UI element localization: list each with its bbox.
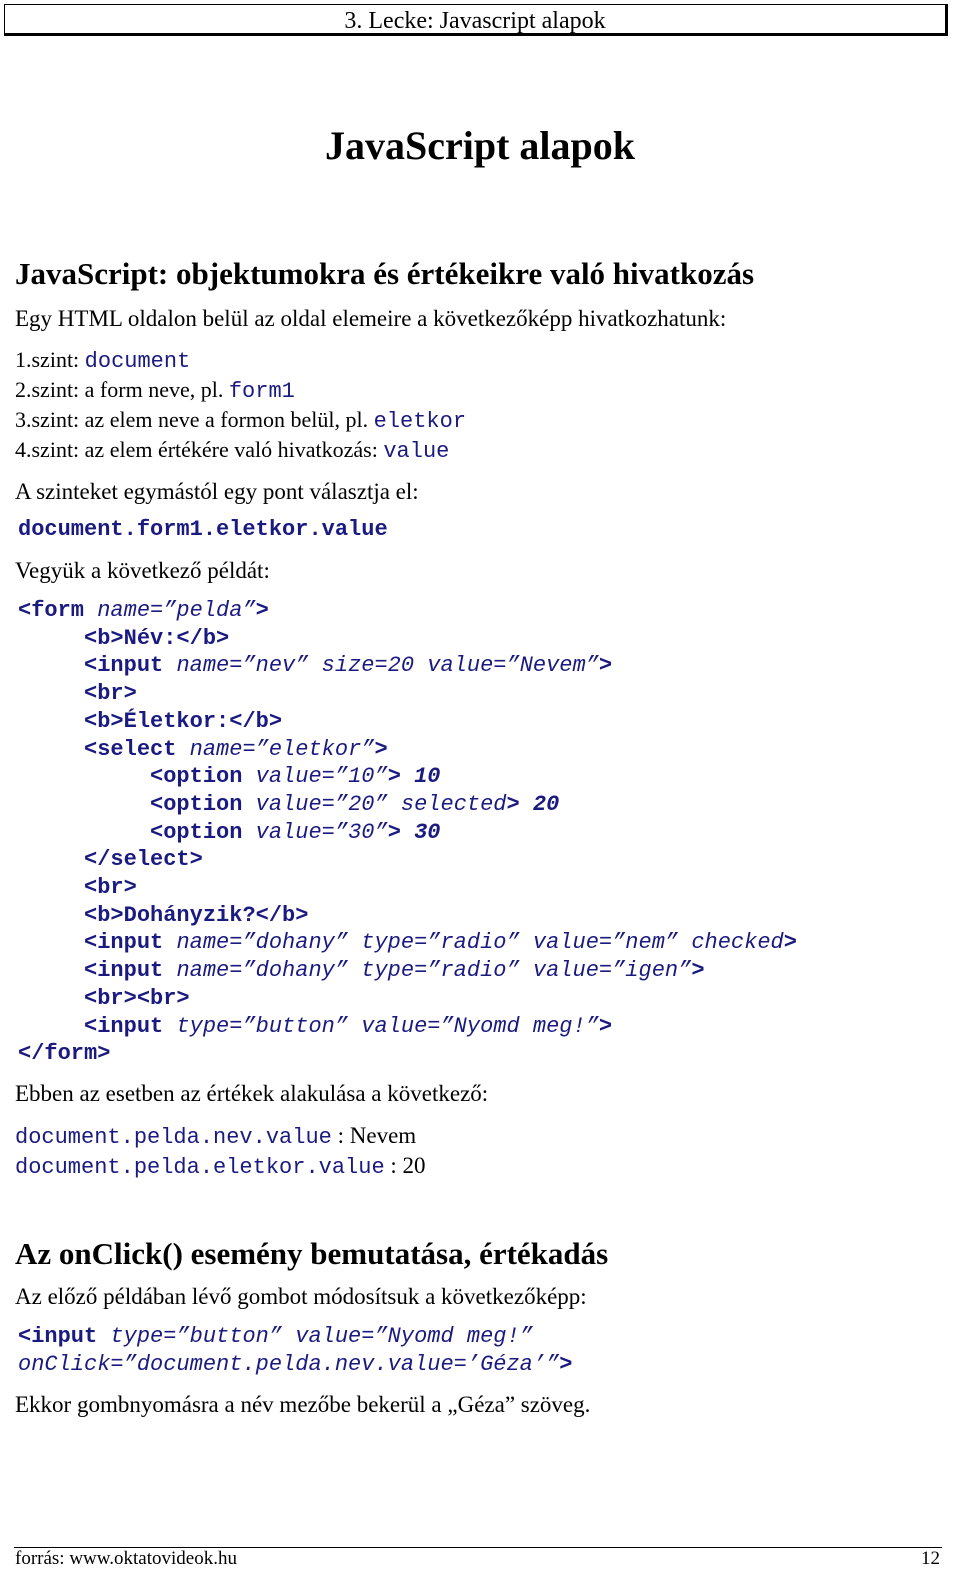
code-token [18, 709, 84, 734]
code-token: > [559, 1351, 573, 1377]
code-token [18, 626, 84, 651]
level-item [15, 437, 449, 464]
code-line [18, 763, 797, 791]
code-line [18, 846, 797, 874]
code-token: 30 [414, 819, 441, 845]
code-token [18, 764, 150, 789]
code-token [18, 986, 84, 1011]
code-token: <input [84, 1013, 177, 1039]
code-token: <input [84, 930, 177, 956]
code-token: <b>Életkor:</b> [84, 708, 283, 734]
level-item [15, 407, 466, 434]
code-token: > [255, 598, 269, 623]
result-code: document.pelda.nev.value [15, 1125, 332, 1150]
code-token: value=”10” [255, 764, 388, 790]
code-token [18, 820, 150, 845]
code-token: > [387, 819, 415, 845]
code-token: <input [18, 1324, 111, 1349]
section2-outro: Ekkor gombnyomásra a név mezőbe bekerül a „Géza” szöveg. [15, 1392, 591, 1417]
code-token [18, 847, 84, 872]
page-header [4, 4, 948, 36]
code-line [18, 819, 797, 847]
code-line [18, 597, 797, 625]
code-token: name=”dohany” type=”radio” value=”igen” [176, 958, 692, 984]
code-token: value=”30” [255, 819, 388, 845]
code-line [18, 625, 797, 653]
code-token: 10 [414, 764, 441, 790]
code-token: name=”eletkor” [189, 736, 375, 762]
result-value: : Nevem [331, 1123, 417, 1148]
code-token [18, 681, 84, 706]
code-token: > [374, 736, 388, 762]
header-title: 3. Lecke: Javascript alapok [344, 8, 606, 34]
code-token: <option [150, 791, 256, 817]
code-token: <select [84, 736, 190, 762]
code-token: <b>Név:</b> [84, 625, 230, 651]
result-value: : 20 [384, 1153, 426, 1178]
level-item [15, 347, 190, 374]
code-token: </form> [18, 1041, 111, 1067]
code-token [18, 930, 84, 955]
level-text: 2.szint: a form neve, pl. [15, 377, 229, 402]
section1-heading: JavaScript: objektumokra és értékeikre való hivatkozás [15, 256, 755, 291]
code-token: > [598, 653, 613, 679]
code-token: > [506, 791, 533, 817]
result-code: document.pelda.eletkor.value [15, 1155, 385, 1180]
section2-intro: Az előző példában lévő gombot módosítsuk a következőképp: [15, 1284, 587, 1309]
code-token: name=”nev” size=20 value=”Nevem” [176, 653, 599, 679]
code-line [18, 1351, 573, 1379]
section1-intro: Egy HTML oldalon belül az oldal elemeire a következőképp hivatkozhatunk: [15, 306, 727, 331]
code-line [18, 1323, 573, 1351]
code-token: <br><br> [84, 985, 190, 1011]
level-code: form1 [228, 379, 295, 404]
code-token: name=”pelda” [97, 598, 256, 623]
code-token [18, 958, 84, 983]
code-line [18, 985, 797, 1013]
footer-source: forrás: www.oktatovideok.hu [15, 1548, 237, 1569]
full-reference-code: document.form1.eletkor.value [18, 517, 388, 542]
level-item [15, 377, 295, 404]
code-line [18, 1040, 797, 1068]
code-line [18, 680, 797, 708]
code-token: </select> [84, 847, 203, 873]
code-token: > [598, 1013, 613, 1039]
code-token [18, 875, 84, 900]
level-code: eletkor [373, 409, 467, 434]
separator-text: A szinteket egymástól egy pont választja el: [15, 479, 419, 504]
code-line [18, 902, 797, 930]
example-code-block [18, 597, 797, 1068]
code-token: <br> [84, 875, 137, 901]
code-line [18, 708, 797, 736]
onclick-code-block [18, 1323, 573, 1378]
level-code: value [383, 439, 450, 464]
code-token: type=”button” value=”Nyomd meg!” [176, 1013, 599, 1039]
code-line [18, 652, 797, 680]
code-line [18, 929, 797, 957]
page-number: 12 [921, 1548, 940, 1569]
code-token [18, 737, 84, 762]
code-token [18, 653, 84, 678]
code-token: 20 [532, 791, 560, 817]
code-token: <br> [84, 681, 137, 707]
code-token: > [691, 958, 705, 984]
level-text: 1.szint: [15, 347, 85, 372]
code-token: onClick=”document.pelda.nev.value=’Géza’” [18, 1351, 560, 1377]
code-line [18, 874, 797, 902]
code-token: > [387, 764, 415, 790]
code-token: <input [84, 653, 177, 679]
example-intro: Vegyük a következő példát: [15, 558, 270, 583]
values-intro: Ebben az esetben az értékek alakulása a következő: [15, 1081, 489, 1106]
code-token: <form [18, 598, 98, 623]
code-token: value=”20” selected [255, 791, 507, 817]
code-token: > [783, 930, 797, 956]
level-text: 4.szint: az elem értékére való hivatkozás: [15, 437, 384, 462]
code-token: <input [84, 958, 177, 984]
level-text: 3.szint: az elem neve a formon belül, pl. [15, 407, 374, 432]
code-line [18, 957, 797, 985]
code-line [18, 791, 797, 819]
code-token [18, 792, 150, 817]
code-token: <b>Dohányzik?</b> [84, 902, 309, 928]
section2-heading: Az onClick() esemény bemutatása, értékadás [15, 1236, 609, 1271]
result-line [15, 1153, 426, 1180]
level-code: document [84, 349, 191, 374]
code-token [18, 903, 84, 928]
code-token: type=”button” value=”Nyomd meg!” [110, 1324, 533, 1349]
code-line [18, 1013, 797, 1041]
result-line [15, 1123, 416, 1150]
code-token: name=”dohany” type=”radio” value=”nem” checked [176, 930, 784, 956]
code-token [18, 1014, 84, 1039]
code-line [18, 736, 797, 764]
code-token: <option [150, 819, 256, 845]
code-token: <option [150, 764, 256, 790]
page-title: JavaScript alapok [324, 123, 636, 168]
